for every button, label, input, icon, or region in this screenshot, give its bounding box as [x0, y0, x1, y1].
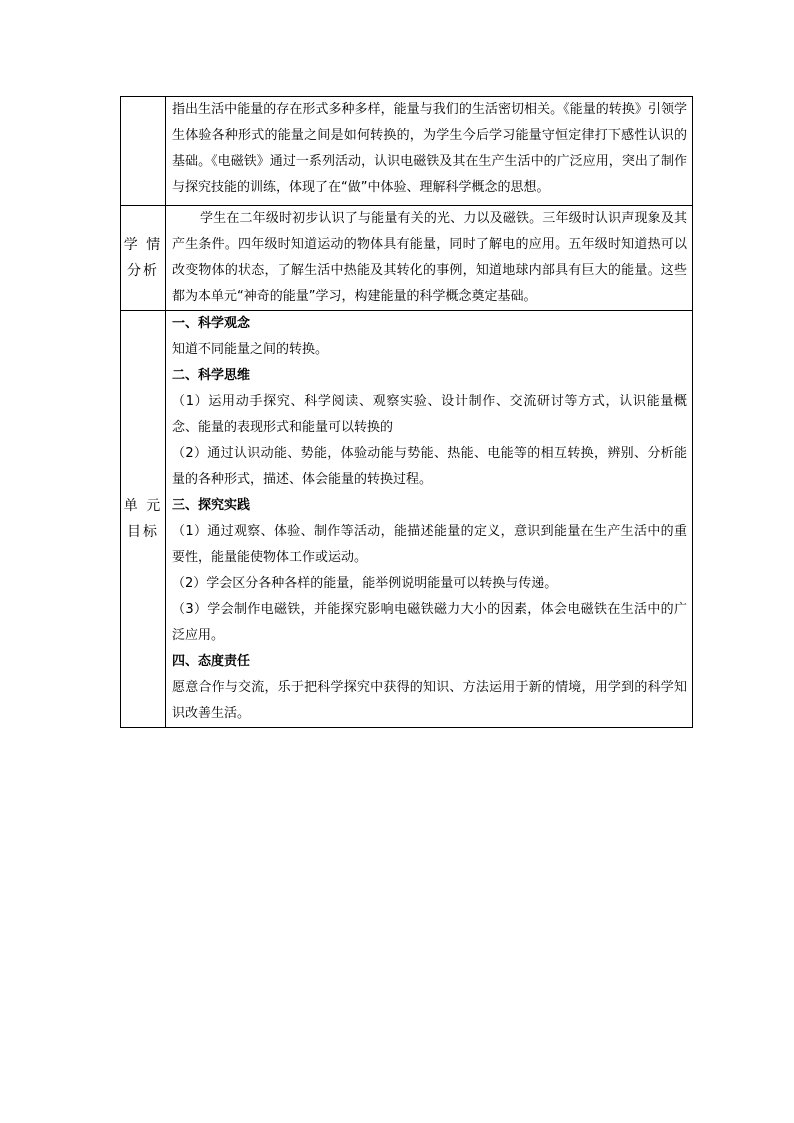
section-item: （3）学会制作电磁铁，并能探究影响电磁铁磁力大小的因素，体会电磁铁在生活中的广泛应用。 [172, 602, 687, 643]
section-heading: 一、科学观念 [172, 316, 251, 331]
intro-paragraph: 指出生活中能量的存在形式多种多样，能量与我们的生活密切相关。《能量的转换》引领学生体验各种形式的能量之间是如何转换的，为学生今后学习能量守恒定律打下感性认识的基础。《电磁铁》通过一系列活动，认识电磁铁及其在生产生活中的广泛应用，突出了制作与探究技能的训练，体现了在“做”中体验、理解科学概念的思想。 [172, 102, 687, 195]
row-label-student-analysis [121, 206, 166, 311]
section-heading: 四、态度责任 [172, 654, 251, 669]
section-item: （1）运用动手探究、科学阅读、观察实验、设计制作、交流研讨等方式，认识能量概念、能量的表现形式和能量可以转换的 [172, 394, 687, 435]
student-analysis-content [166, 206, 693, 311]
section-item: （2）学会区分各种各样的能量，能举例说明能量可以转换与传递。 [172, 576, 558, 591]
row-label-unit-goals [121, 311, 166, 728]
table-row-intro [121, 97, 693, 206]
section-heading: 二、科学思维 [172, 368, 251, 383]
table-row-unit-goals [121, 311, 693, 728]
section-item: （1）通过观察、体验、制作等活动，能描述能量的定义，意识到能量在生产生活中的重要性，能量能使物体工作或运动。 [172, 524, 687, 565]
label-line: 目标 [127, 524, 159, 540]
label-line: 分析 [127, 263, 159, 279]
section-item: 知道不同能量之间的转换。 [172, 342, 329, 357]
section-item: （2）通过认识动能、势能，体验动能与势能、热能、电能等的相互转换，辨别、分析能量的各种形式，描述、体会能量的转换过程。 [172, 446, 687, 487]
student-analysis-paragraph: 学生在二年级时初步认识了与能量有关的光、力以及磁铁。三年级时认识声现象及其产生条件。四年级时知道运动的物体具有能量，同时了解电的应用。五年级时知道热可以改变物体的状态，了解生活中热能及其转化的事例，知道地球内部具有巨大的能量。这些都为本单元“神奇的能量”学习，构建能量的科学概念奠定基础。 [172, 211, 687, 304]
section-item: 愿意合作与交流，乐于把科学探究中获得的知识、方法运用于新的情境，用学到的科学知识改善生活。 [172, 680, 687, 721]
row-label-empty [121, 97, 166, 206]
unit-goals-content [166, 311, 693, 728]
intro-content [166, 97, 693, 206]
label-line: 单 元 [123, 498, 163, 514]
table-row-student-analysis [121, 206, 693, 311]
section-heading: 三、探究实践 [172, 498, 251, 513]
unit-plan-table [120, 96, 693, 728]
label-line: 学 情 [123, 237, 163, 253]
